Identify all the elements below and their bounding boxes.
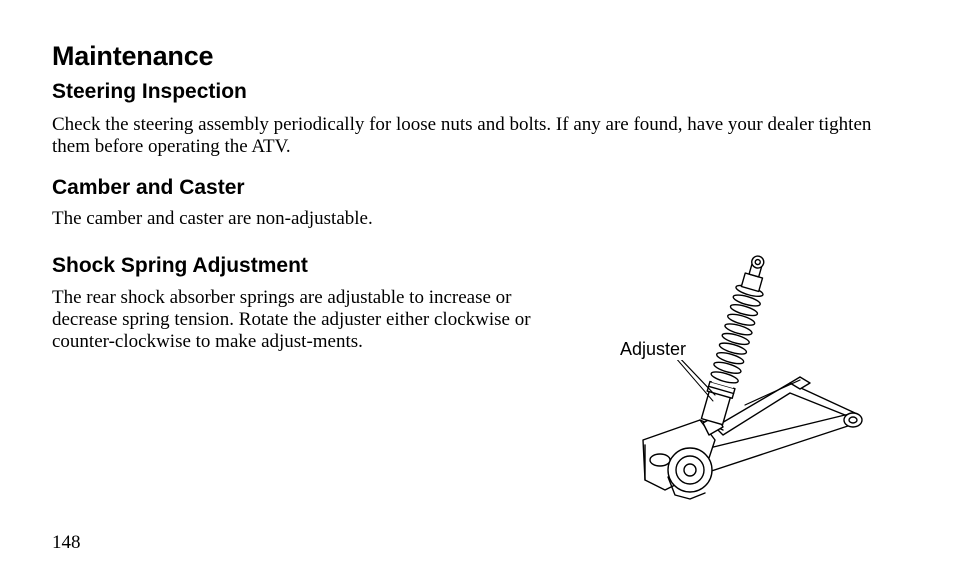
right-pivot-bushing <box>844 413 862 427</box>
heading-shock-spring-adjustment: Shock Spring Adjustment <box>52 254 308 277</box>
heading-steering-inspection: Steering Inspection <box>52 80 247 103</box>
axle-hub <box>668 448 712 492</box>
shock-absorber-illustration <box>605 255 875 510</box>
page-title: Maintenance <box>52 41 214 71</box>
paragraph-shock-spring-adjustment: The rear shock absorber springs are adjustable to increase or decrease spring tension. Rotate the adjuster either clockwise or counter-clockwise to make adjust-ments. <box>52 287 531 352</box>
shock-spring <box>709 283 764 389</box>
paragraph-steering-inspection: Check the steering assembly periodically for loose nuts and bolts. If any are found, have your dealer tighten them before operating the ATV. <box>52 114 872 157</box>
figure-label-adjuster: Adjuster <box>620 339 687 359</box>
paragraph-camber-caster: The camber and caster are non-adjustable. <box>52 208 373 229</box>
heading-camber-caster: Camber and Caster <box>52 176 245 199</box>
page-number: 148 <box>52 532 81 553</box>
